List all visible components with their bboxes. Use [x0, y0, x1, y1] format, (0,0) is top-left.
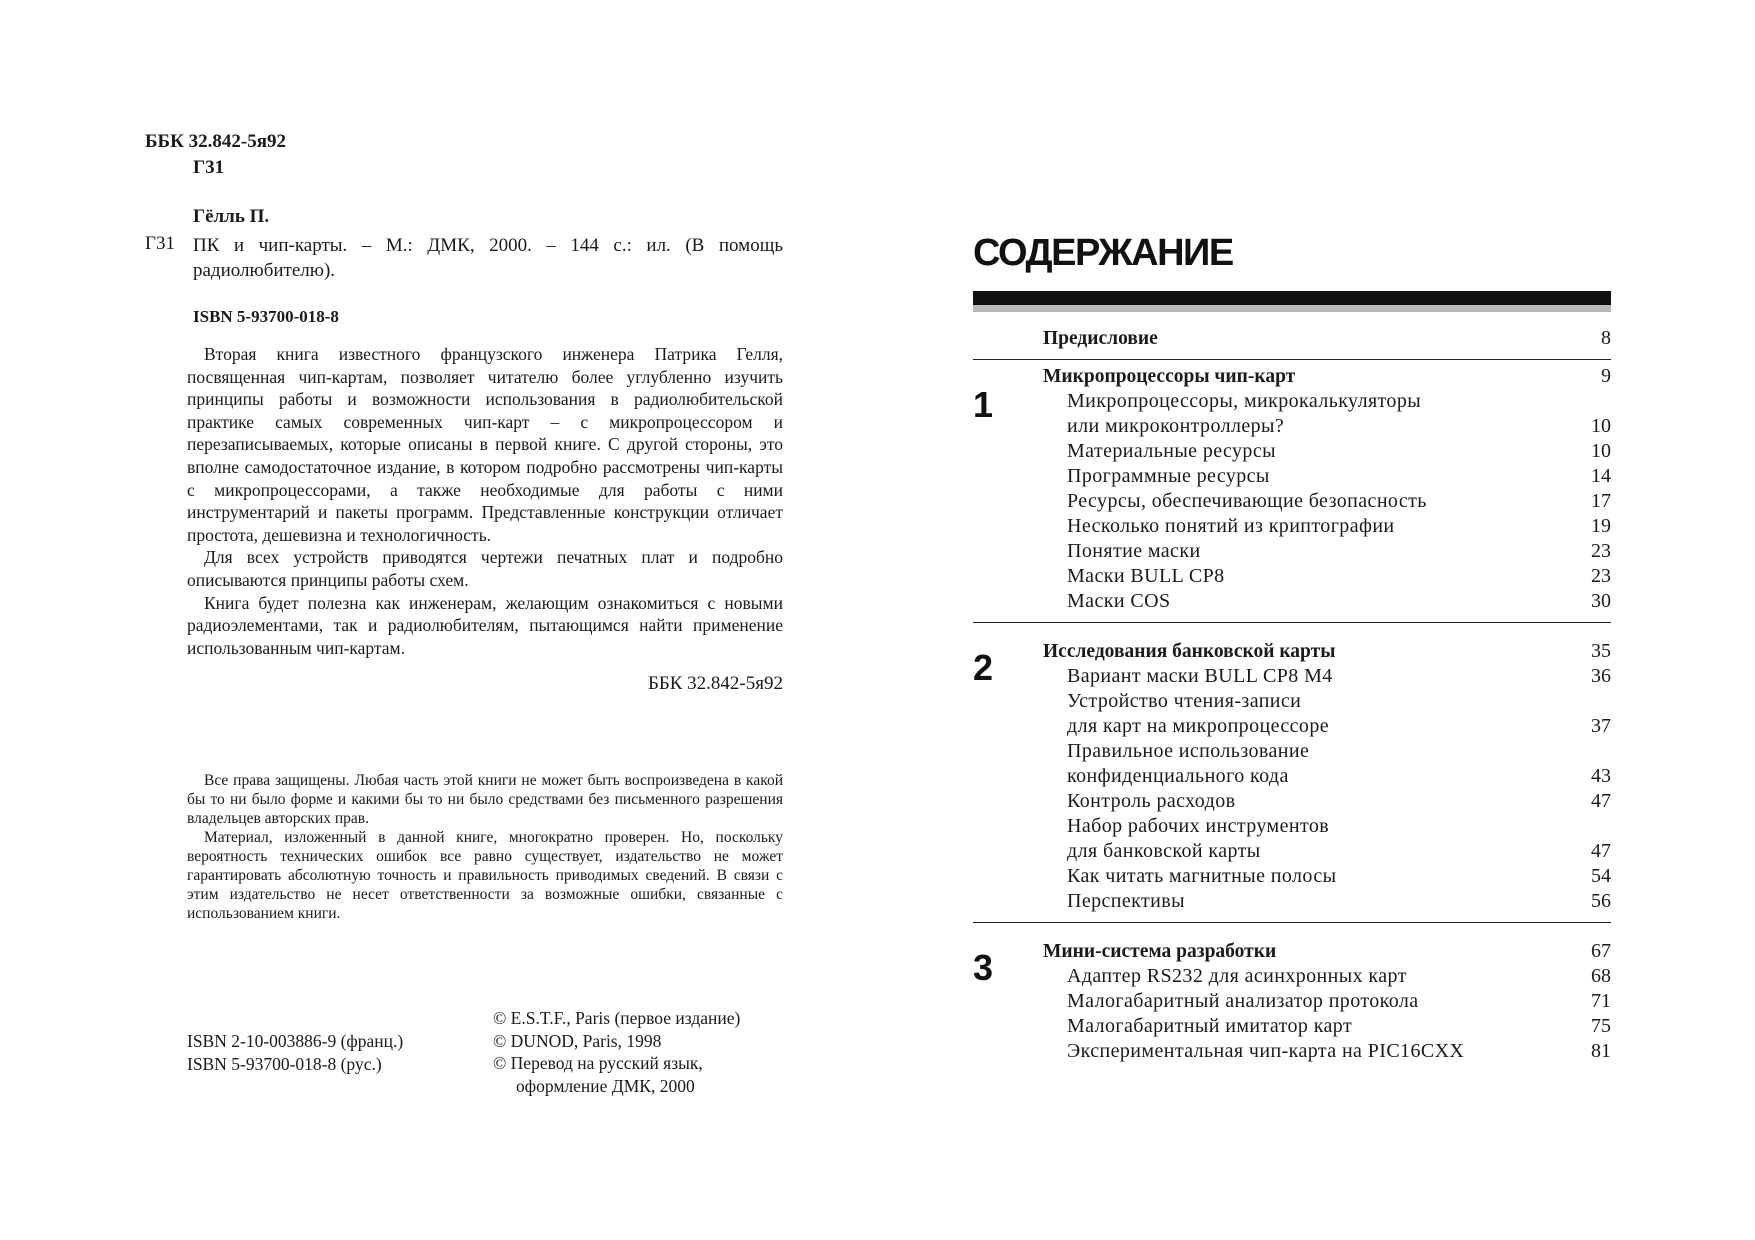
toc-entry-page: 81	[1591, 1040, 1611, 1062]
toc-entry[interactable]	[973, 964, 1611, 989]
toc-entry[interactable]	[973, 514, 1611, 539]
toc-entry-page: 8	[1601, 327, 1611, 349]
rights-notice	[187, 771, 783, 923]
toc-entry-page: 43	[1591, 765, 1611, 787]
toc-entry-title: Малогабаритный анализатор протокола	[1067, 990, 1419, 1012]
left-page	[0, 0, 877, 1240]
toc-entry-title: Маски COS	[1067, 590, 1171, 612]
toc-entry-page: 36	[1591, 665, 1611, 687]
toc-entry[interactable]	[973, 889, 1611, 914]
toc-entry-title: Мини-система разработки	[1043, 941, 1277, 962]
chapter-number: 3	[973, 947, 994, 988]
toc-entry-title: Микропроцессоры, микрокалькуляторы	[1067, 390, 1422, 412]
bibliographic-citation: ПК и чип-карты. – М.: ДМК, 2000. – 144 с.: ил. (В помощь радиолюбителю).	[193, 235, 783, 281]
toc-chapter-heading[interactable]	[973, 639, 1611, 664]
toc-entry[interactable]	[973, 389, 1611, 414]
toc-entry[interactable]	[973, 1039, 1611, 1064]
toc-chapter-2	[973, 623, 1611, 923]
toc-entry[interactable]	[973, 414, 1611, 439]
toc-entry-page: 9	[1601, 365, 1611, 387]
toc-entry-preface[interactable]	[973, 326, 1611, 351]
toc-entry-page: 30	[1591, 590, 1611, 612]
toc-title: СОДЕРЖАНИЕ	[973, 232, 1233, 274]
toc-entry-title: Исследования банковской карты	[1043, 641, 1336, 662]
copyright-line: оформление ДМК, 2000	[516, 1075, 695, 1096]
toc-entry-title: для карт на микропроцессоре	[1067, 715, 1329, 737]
isbn-main: ISBN 5-93700-018-8	[193, 307, 339, 326]
author-mark: Г31	[193, 157, 225, 178]
toc-entry[interactable]	[973, 814, 1611, 839]
toc-entry[interactable]	[973, 589, 1611, 614]
toc-entry-page: 17	[1591, 490, 1611, 512]
catalog-mark: Г31	[145, 233, 175, 254]
toc-entry-title: Предисловие	[1043, 328, 1158, 349]
toc-entry[interactable]	[973, 539, 1611, 564]
abstract-paragraph: Книга будет полезна как инженерам, желающим ознакомиться с новыми радиоэлементами, так и радиолюбителям, пытающимся найти применение использованным чип-картам.	[187, 592, 783, 658]
toc-entry-title: Несколько понятий из криптографии	[1067, 515, 1395, 537]
toc-entry-page: 71	[1591, 990, 1611, 1012]
toc-entry-title: Ресурсы, обеспечивающие безопасность	[1067, 490, 1427, 512]
title-rule-shadow	[973, 305, 1611, 312]
toc-entry-title: конфиденциального кода	[1067, 765, 1289, 787]
toc-entry-page: 10	[1591, 440, 1611, 462]
toc-entry[interactable]	[973, 1014, 1611, 1039]
toc-entry-page: 35	[1591, 640, 1611, 662]
toc-entry-page: 23	[1591, 540, 1611, 562]
bbk-code: ББК 32.842-5я92	[145, 131, 287, 152]
rights-paragraph: Материал, изложенный в данной книге, многократно проверен. Но, поскольку вероятность технических ошибок все равно существует, издательство не может гарантировать абсолютную точность и правильность приводимых сведений. В связи с этим издательство не несет ответственности за возможные ошибки, связанные с использованием книги.	[187, 829, 783, 922]
toc-chapter-3	[973, 923, 1611, 1072]
toc-entry[interactable]	[973, 564, 1611, 589]
toc-entry-page: 47	[1591, 790, 1611, 812]
bbk-code-footer: ББК 32.842-5я92	[647, 673, 783, 694]
toc-entry-title: Как читать магнитные полосы	[1067, 865, 1337, 887]
isbn-list	[187, 1030, 403, 1075]
toc-entry-title: для банковской карты	[1067, 840, 1261, 862]
toc-entry[interactable]	[973, 464, 1611, 489]
copyright-line: © Перевод на русский язык,	[493, 1053, 703, 1073]
toc-entry-title: Вариант маски BULL CP8 M4	[1067, 665, 1333, 687]
toc-entry-page: 67	[1591, 940, 1611, 962]
abstract-paragraph: Вторая книга известного французского инженера Патрика Гелля, посвященная чип-картам, позволяет читателю более углубленно изучить принципы работы и возможности использования в радиолюбительской практике самых современных чип-карт – с микропроцессором и перезаписываемых, которые описаны в первой книге. С другой стороны, это вполне самодостаточное издание, в котором подробно рассмотрены чип-карты с микропроцессорами, а также необходимые для работы с ними инструментарий и пакеты программ. Представленные конструкции отличает простота, дешевизна и технологичность.	[187, 344, 783, 545]
isbn-french: ISBN 2-10-003886-9 (франц.)	[187, 1031, 404, 1051]
toc-entry[interactable]	[973, 689, 1611, 714]
toc-entry[interactable]	[973, 764, 1611, 789]
toc-entry-page: 10	[1591, 415, 1611, 437]
toc-entry[interactable]	[973, 864, 1611, 889]
chapter-number: 2	[973, 647, 994, 688]
chapter-number: 1	[973, 384, 994, 425]
toc-entry[interactable]	[973, 839, 1611, 864]
toc-entry[interactable]	[973, 439, 1611, 464]
toc-chapter-1	[973, 360, 1611, 623]
abstract	[187, 343, 783, 659]
toc-entry-title: Адаптер RS232 для асинхронных карт	[1067, 965, 1407, 987]
table-of-contents	[973, 322, 1611, 1072]
toc-entry-page: 68	[1591, 965, 1611, 987]
toc-entry-title: Микропроцессоры чип-карт	[1043, 366, 1296, 387]
toc-entry-page: 54	[1591, 865, 1611, 887]
right-page	[877, 0, 1755, 1240]
toc-entry[interactable]	[973, 739, 1611, 764]
toc-entry-title: Программные ресурсы	[1067, 465, 1270, 487]
toc-entry-page: 47	[1591, 840, 1611, 862]
toc-entry-page: 19	[1591, 515, 1611, 537]
toc-entry-title: Контроль расходов	[1067, 790, 1236, 812]
copyright-notices	[493, 1007, 740, 1097]
toc-entry-title: Устройство чтения-записи	[1067, 690, 1302, 712]
toc-entry-title: Правильное использование	[1067, 740, 1310, 762]
toc-entry-title: Материальные ресурсы	[1067, 440, 1276, 462]
toc-entry-title: Малогабаритный имитатор карт	[1067, 1015, 1353, 1037]
toc-entry-title: Перспективы	[1067, 890, 1185, 912]
abstract-paragraph: Для всех устройств приводятся чертежи печатных плат и подробно описываются принципы работы схем.	[187, 547, 783, 590]
toc-entry-title: Экспериментальная чип-карта на PIC16CXX	[1067, 1040, 1465, 1062]
toc-entry-title: или микроконтроллеры?	[1067, 415, 1285, 437]
rights-paragraph: Все права защищены. Любая часть этой книги не может быть воспроизведена в какой бы то ни было форме и какими бы то ни было средствами без письменного разрешения владельцев авторских прав.	[187, 772, 783, 827]
toc-entry[interactable]	[973, 664, 1611, 689]
toc-entry[interactable]	[973, 489, 1611, 514]
author-name: Гёлль П.	[193, 206, 270, 227]
toc-entry-page: 75	[1591, 1015, 1611, 1037]
toc-entry-title: Набор рабочих инструментов	[1067, 815, 1330, 837]
toc-chapter-heading[interactable]	[973, 364, 1611, 389]
toc-entry-page: 56	[1591, 890, 1611, 912]
isbn-russian: ISBN 5-93700-018-8 (рус.)	[187, 1053, 382, 1074]
copyright-line: © E.S.T.F., Paris (первое издание)	[493, 1008, 741, 1028]
toc-entry[interactable]	[973, 714, 1611, 739]
toc-entry-page: 37	[1591, 715, 1611, 737]
toc-chapter-heading[interactable]	[973, 939, 1611, 964]
toc-entry-page: 23	[1591, 565, 1611, 587]
toc-preface	[973, 322, 1611, 360]
toc-entry-page: 14	[1591, 465, 1611, 487]
copyright-line: © DUNOD, Paris, 1998	[493, 1030, 662, 1051]
toc-entry-title: Маски BULL CP8	[1067, 565, 1225, 587]
toc-entry-title: Понятие маски	[1067, 540, 1201, 562]
title-rule	[973, 291, 1611, 305]
toc-entry[interactable]	[973, 789, 1611, 814]
toc-entry[interactable]	[973, 989, 1611, 1014]
